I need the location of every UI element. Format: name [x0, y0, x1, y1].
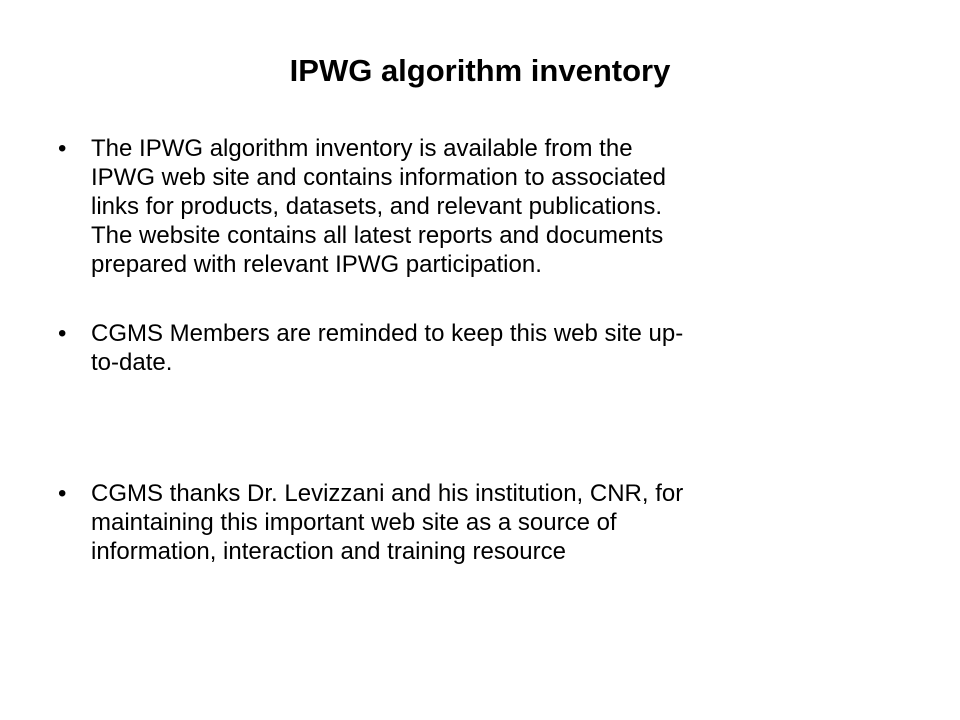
- bullet-text: [91, 319, 891, 377]
- bullet-text: [91, 134, 891, 279]
- bullet-line: information, interaction and training resource: [91, 538, 566, 565]
- bullet-line: The website contains all latest reports and documents: [91, 222, 664, 249]
- bullet-line: to-date.: [91, 349, 173, 376]
- bullet-line: IPWG web site and contains information to associated: [91, 164, 666, 191]
- bullet-item: [58, 479, 898, 566]
- bullet-dot-icon: •: [58, 320, 67, 347]
- bullet-line: CGMS thanks Dr. Levizzani and his institution, CNR, for: [91, 480, 684, 507]
- bullet-dot-icon: •: [58, 135, 67, 162]
- bullet-line: links for products, datasets, and relevant publications.: [91, 193, 662, 220]
- bullet-line: prepared with relevant IPWG participation.: [91, 251, 542, 278]
- bullet-line: maintaining this important web site as a source of: [91, 509, 617, 536]
- bullet-text: [91, 479, 891, 566]
- bullet-item: [58, 319, 898, 377]
- bullet-line: The IPWG algorithm inventory is available from the: [91, 135, 633, 162]
- slide-title: IPWG algorithm inventory: [289, 53, 671, 88]
- bullet-dot-icon: •: [58, 480, 67, 507]
- bullet-line: CGMS Members are reminded to keep this web site up-: [91, 320, 684, 347]
- bullet-item: [58, 134, 898, 279]
